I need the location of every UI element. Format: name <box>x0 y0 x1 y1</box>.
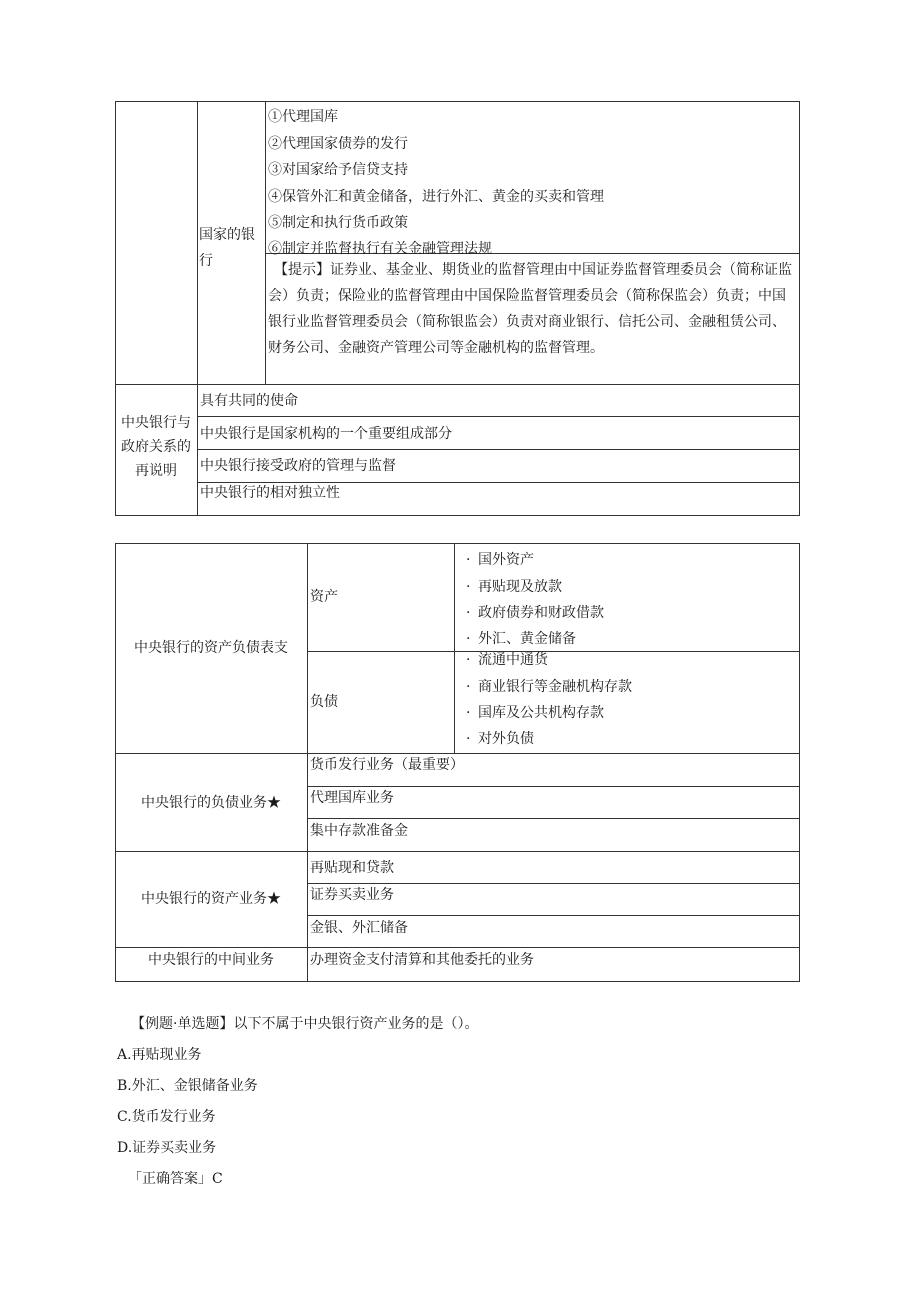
option-d: D.证券买卖业务 <box>117 1140 217 1156</box>
duty-item: ⑥制定并监督执行有关金融管理法规 <box>268 241 492 257</box>
middle-business-item: 办理资金支付清算和其他委托的业务 <box>310 952 534 968</box>
liability-business-item: 货币发行业务（最重要） <box>310 757 464 773</box>
asset-business-item: 金银、外汇储备 <box>310 920 408 936</box>
tip-text: 【提示】证券业、基金业、期货业的监督管理由中国证券监督管理委员会（简称证监会）负责；保险业的监督管理由中国保险监督管理委员会（简称保监会）负责；中国银行业监督管理委员会（简称银监会）负责对商业银行、信托公司、金融租赁公司、财务公司、金融资产管理公司等金融机构的监督管理。 <box>268 262 792 356</box>
middle-business-label: 中央银行的中间业务 <box>148 952 274 968</box>
option-c: C.货币发行业务 <box>117 1109 216 1125</box>
relation-item: 中央银行接受政府的管理与监督 <box>200 458 396 474</box>
duty-item: ②代理国家债券的发行 <box>268 136 408 152</box>
asset-business-item: 证券买卖业务 <box>310 887 394 903</box>
asset-business-item: 再贴现和贷款 <box>310 860 394 876</box>
assets-label: 资产 <box>310 589 338 605</box>
option-a: A.再贴现业务 <box>117 1047 202 1063</box>
relation-item: 中央银行是国家机构的一个重要组成部分 <box>200 426 452 442</box>
relation-item: 中央银行的相对独立性 <box>200 485 340 501</box>
liability-business-item: 集中存款准备金 <box>310 823 408 839</box>
national-bank-label: 国家的银行 <box>199 227 255 269</box>
duty-item: ①代理国库 <box>268 109 338 125</box>
duty-item: ⑤制定和执行货币政策 <box>268 215 408 231</box>
liability-item: · 商业银行等金融机构存款 <box>478 677 632 697</box>
relation-item: 具有共同的使命 <box>200 393 298 409</box>
asset-item: · 政府债券和财政借款 <box>478 603 604 623</box>
asset-item: · 再贴现及放款 <box>478 577 562 597</box>
question-stem: 【例题·单选题】以下不属于中央银行资产业务的是（）。 <box>131 1016 479 1032</box>
liability-item: · 国库及公共机构存款 <box>478 703 604 723</box>
duty-item: ③对国家给予信贷支持 <box>268 162 408 178</box>
balance-sheet-label: 中央银行的资产负债表支 <box>134 640 288 656</box>
duty-item: ④保管外汇和黄金储备，进行外汇、黄金的买卖和管理 <box>268 189 604 205</box>
liabilities-label: 负债 <box>310 694 338 710</box>
liability-item: · 对外负债 <box>478 729 534 749</box>
liability-business-item: 代理国库业务 <box>310 790 394 806</box>
asset-item: · 国外资产 <box>478 550 534 570</box>
option-b: B.外汇、金银储备业务 <box>117 1078 258 1094</box>
asset-business-label: 中央银行的资产业务★ <box>141 891 281 907</box>
asset-item: · 外汇、黄金储备 <box>478 629 576 649</box>
liability-item: · 流通中通货 <box>478 650 548 670</box>
liability-business-label: 中央银行的负债业务★ <box>141 795 281 811</box>
correct-answer: 「正确答案」C <box>128 1171 223 1187</box>
relation-label: 中央银行与政府关系的再说明 <box>121 415 191 479</box>
